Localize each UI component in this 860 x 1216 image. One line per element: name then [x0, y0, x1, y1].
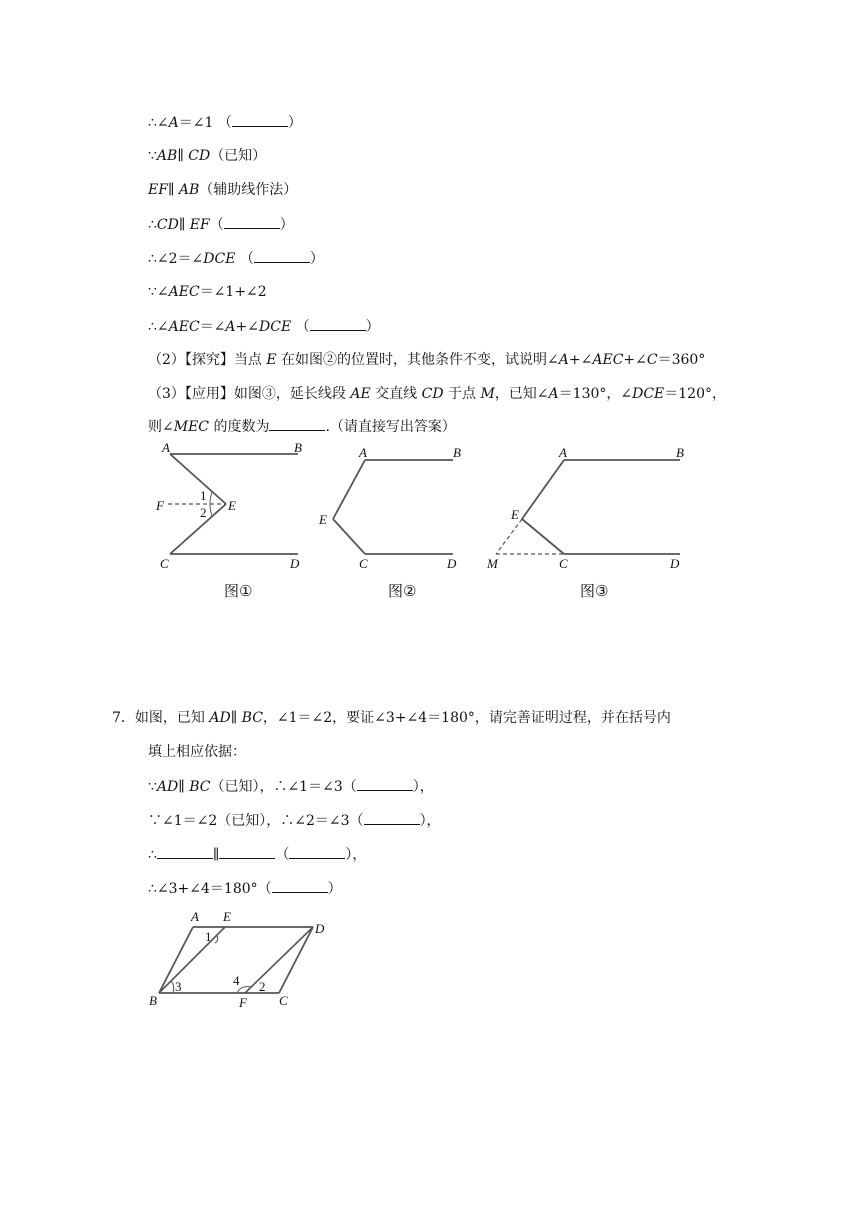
proof-line-4: ∴CD∥ EF（ ）: [148, 214, 294, 235]
q7-label-D: D: [315, 921, 325, 936]
q7-angle-2: 2: [259, 979, 266, 994]
fig1-label-A: A: [162, 440, 170, 455]
answer-blank[interactable]: [269, 416, 325, 431]
fig3-label-D: D: [670, 556, 680, 571]
part-2-explore: （2）【探究】当点 E 在如图②的位置时，其他条件不变，试说明∠A+∠AEC+∠C＝360°: [148, 352, 706, 368]
fig1-label-F: F: [156, 498, 164, 513]
fig3-label-C: C: [559, 556, 568, 571]
answer-blank[interactable]: [224, 214, 280, 229]
fig1-label-C: C: [160, 556, 169, 571]
fig3-label-M: M: [487, 556, 498, 571]
q7-label-F: F: [239, 995, 247, 1010]
fig1-angle-1: 1: [200, 488, 207, 503]
proof-line-3: EF∥ AB（辅助线作法）: [148, 182, 298, 198]
part-3-apply: （3）【应用】如图③，延长线段 AE 交直线 CD 于点 M，已知∠A＝130°，∠DCE＝120°，: [148, 386, 726, 402]
answer-blank[interactable]: [254, 248, 310, 263]
figure-3: [482, 440, 702, 580]
fig2-label-C: C: [359, 556, 368, 571]
figure-2: [315, 440, 475, 580]
proof-line-1: ∴∠A＝∠1 （ ）: [148, 112, 302, 133]
q7-proof-line-3: ∴ ∥ （ ），: [148, 844, 366, 865]
fig1-angle-2: 2: [200, 505, 207, 520]
answer-blank[interactable]: [310, 316, 366, 331]
figure-1: [150, 440, 310, 580]
fig2-label-E: E: [319, 512, 327, 527]
q7-label-A: A: [191, 909, 199, 924]
q7-statement-cont: 填上相应依据：: [148, 744, 246, 760]
fig2-caption: 图②: [388, 582, 417, 600]
q7-label-E: E: [223, 909, 231, 924]
proof-line-7: ∴∠AEC＝∠A+∠DCE （ ）: [148, 316, 380, 337]
fig2-label-A: A: [359, 445, 367, 460]
fig1-label-D: D: [290, 556, 300, 571]
fig3-label-E: E: [511, 507, 519, 522]
answer-blank[interactable]: [272, 878, 328, 893]
q7-statement: 7．如图，已知 AD∥ BC，∠1＝∠2，要证∠3+∠4＝180°，请完善证明过程，并在括号内: [112, 710, 671, 726]
q7-angle-3: 3: [175, 979, 182, 994]
part-3-answer-line: 则∠MEC 的度数为 .（请直接写出答案）: [148, 416, 456, 437]
q7-label-B: B: [149, 993, 157, 1008]
fig3-label-B: B: [676, 445, 684, 460]
fig1-caption: 图①: [224, 582, 253, 600]
q7-proof-line-1: ∵AD∥ BC（已知），∴∠1＝∠3（ ），: [148, 776, 434, 797]
proof-line-2: ∵AB∥ CD（已知）: [148, 148, 267, 164]
fig1-label-E: E: [228, 498, 236, 513]
q7-proof-line-4: ∴∠3+∠4＝180°（ ）: [148, 878, 342, 899]
answer-blank[interactable]: [289, 844, 345, 859]
fig3-label-A: A: [559, 445, 567, 460]
proof-line-6: ∵∠AEC＝∠1+∠2: [148, 284, 267, 300]
q7-proof-line-2: ∵∠1＝∠2（已知），∴∠2＝∠3（ ），: [148, 810, 441, 831]
proof-line-5: ∴∠2＝∠DCE （ ）: [148, 248, 324, 269]
answer-blank[interactable]: [357, 776, 413, 791]
answer-blank[interactable]: [364, 810, 420, 825]
answer-blank[interactable]: [219, 844, 275, 859]
fig2-label-D: D: [447, 556, 457, 571]
answer-blank[interactable]: [232, 112, 288, 127]
q7-angle-1: 1: [205, 929, 212, 944]
fig2-label-B: B: [453, 445, 461, 460]
fig1-label-B: B: [294, 440, 302, 455]
fig3-caption: 图③: [580, 582, 609, 600]
q7-angle-4: 4: [233, 973, 240, 988]
q7-figure: [145, 905, 345, 1015]
answer-blank[interactable]: [157, 844, 213, 859]
q7-label-C: C: [279, 993, 288, 1008]
